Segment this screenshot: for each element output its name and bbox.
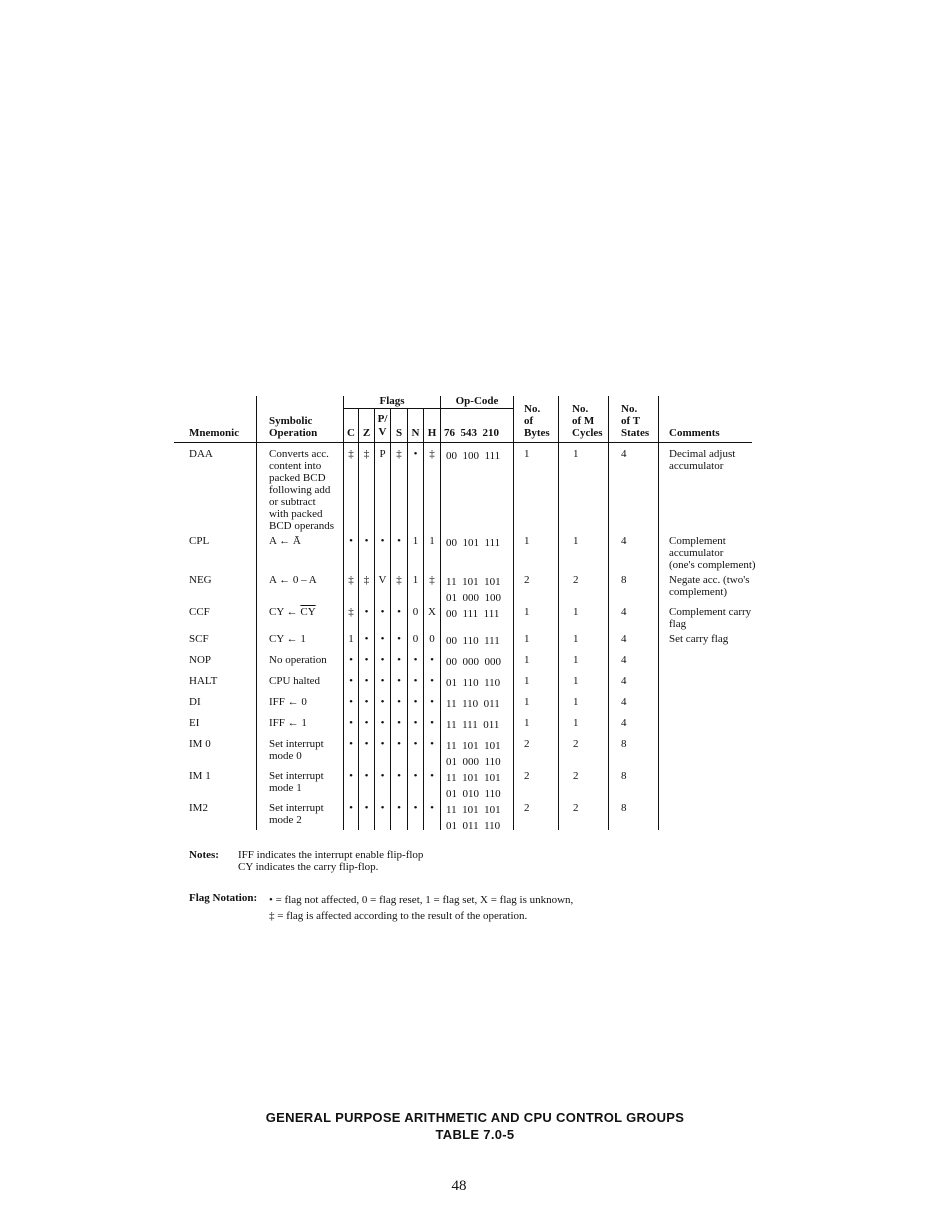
row-operation: A ← 0 – A [269, 574, 317, 586]
row-flag: • [413, 738, 418, 750]
caption-title: GENERAL PURPOSE ARITHMETIC AND CPU CONTROL GROUPS [265, 1110, 685, 1125]
rule [358, 409, 359, 830]
rule [256, 396, 257, 830]
row-t-states: 4 [621, 696, 627, 708]
row-flag: • [364, 606, 369, 618]
rule [423, 409, 424, 830]
row-flag: 1 [412, 535, 419, 547]
row-mnemonic: IM 0 [189, 738, 211, 750]
row-flag: 1 [348, 633, 354, 645]
row-flag: 0 [429, 633, 435, 645]
row-operation: CY ← 1 [269, 633, 306, 645]
row-operation: A ← Ā [269, 535, 301, 547]
row-bytes: 1 [524, 717, 530, 729]
row-bytes: 2 [524, 574, 530, 586]
row-bytes: 1 [524, 675, 530, 687]
row-opcode: 00 101 111 [446, 537, 501, 549]
row-m-cycles: 1 [573, 675, 579, 687]
row-bytes: 1 [524, 633, 530, 645]
row-flag: 1 [429, 535, 435, 547]
row-flag: ‡ [348, 574, 354, 586]
row-t-states: 4 [621, 675, 627, 687]
row-m-cycles: 1 [573, 717, 579, 729]
row-flag: • [430, 696, 434, 708]
flag-notation-label: Flag Notation: [189, 892, 258, 904]
row-flag: • [364, 535, 369, 547]
header-comments: Comments [669, 427, 720, 439]
row-bytes: 1 [524, 448, 530, 460]
row-comment: Negate acc. (two's complement) [669, 574, 750, 598]
rule [374, 409, 375, 830]
row-flag: • [364, 675, 369, 687]
row-operation-ccf: CY ← $\overline{CY}$ [269, 606, 316, 618]
row-flag: • [430, 802, 434, 814]
row-flag: • [364, 633, 369, 645]
row-mnemonic: NEG [189, 574, 212, 586]
row-flag: • [397, 802, 401, 814]
row-mnemonic: DAA [189, 448, 213, 460]
rule [513, 396, 514, 830]
row-m-cycles: 1 [573, 633, 579, 645]
row-m-cycles: 2 [573, 802, 579, 814]
row-flag: ‡ [348, 448, 354, 460]
row-flag: • [364, 770, 369, 782]
row-mnemonic: IM 1 [189, 770, 211, 782]
row-opcode: 00 000 000 [446, 656, 501, 668]
header-flags: Flags [379, 395, 405, 407]
row-bytes: 1 [524, 535, 530, 547]
row-flag: • [397, 606, 401, 618]
row-flag: • [349, 535, 353, 547]
rule [390, 409, 391, 830]
row-mnemonic: CPL [189, 535, 210, 547]
row-flag: • [430, 654, 434, 666]
row-flag: • [397, 738, 401, 750]
row-t-states: 4 [621, 535, 627, 547]
row-flag: • [364, 654, 369, 666]
header-opcode: Op-Code [455, 395, 499, 407]
header-flag-n: N [411, 427, 420, 439]
row-t-states: 8 [621, 770, 627, 782]
header-flag-h: H [427, 427, 437, 439]
row-mnemonic: SCF [189, 633, 209, 645]
rule [608, 396, 609, 830]
row-opcode: 11 111 011 [446, 719, 500, 731]
row-flag: 0 [412, 633, 419, 645]
row-flag: • [349, 802, 353, 814]
header-flag-s: S [395, 427, 403, 439]
row-operation: Set interrupt mode 0 [269, 738, 324, 762]
row-comment: Complement accumulator (one's complement) [669, 535, 756, 571]
row-flag: V [378, 574, 387, 586]
row-flag: • [349, 654, 353, 666]
row-flag: 1 [412, 574, 419, 586]
row-flag: • [397, 654, 401, 666]
row-mnemonic: HALT [189, 675, 218, 687]
row-bytes: 1 [524, 654, 530, 666]
row-flag: • [380, 738, 385, 750]
row-flag: • [349, 696, 353, 708]
row-flag: ‡ [429, 574, 435, 586]
row-m-cycles: 1 [573, 606, 579, 618]
rule [407, 409, 408, 830]
row-m-cycles: 2 [573, 574, 579, 586]
row-opcode: 11 101 101 01 000 100 [446, 576, 501, 604]
notes-text: IFF indicates the interrupt enable flip-flop CY indicates the carry flip-flop. [238, 849, 424, 873]
header-flag-pv: P/ V [377, 413, 388, 438]
row-flag: • [413, 448, 418, 460]
row-flag: • [380, 717, 385, 729]
row-flag: • [397, 696, 401, 708]
row-flag: • [349, 770, 353, 782]
row-m-cycles: 1 [573, 535, 579, 547]
row-flag: • [380, 654, 385, 666]
row-operation: No operation [269, 654, 327, 666]
row-flag: • [397, 717, 401, 729]
flag-notation-text: • = flag not affected, 0 = flag reset, 1 = flag set, X = flag is unknown, ‡ = flag is affected according to the result of the operation. [269, 894, 574, 922]
header-opcode-bits: 76 543 210 [444, 427, 499, 439]
row-flag: • [349, 675, 353, 687]
rule [558, 396, 559, 830]
rule [658, 396, 659, 830]
rule [343, 408, 441, 409]
row-opcode: 11 110 011 [446, 698, 500, 710]
row-opcode: 11 101 101 01 010 110 [446, 772, 501, 800]
row-m-cycles: 1 [573, 448, 579, 460]
row-flag: • [349, 738, 353, 750]
row-mnemonic: NOP [189, 654, 212, 666]
row-flag: • [364, 696, 369, 708]
row-opcode: 01 110 110 [446, 677, 501, 689]
row-flag: ‡ [396, 574, 402, 586]
row-flag: • [430, 717, 434, 729]
page-number: 48 [451, 1178, 467, 1194]
row-flag: ‡ [363, 574, 370, 586]
row-m-cycles: 1 [573, 696, 579, 708]
row-flag: • [380, 696, 385, 708]
row-flag: • [430, 675, 434, 687]
row-flag: • [380, 802, 385, 814]
row-t-states: 8 [621, 738, 627, 750]
header-flag-c: C [347, 427, 355, 439]
row-flag: • [413, 770, 418, 782]
row-flag: • [364, 717, 369, 729]
row-flag: • [380, 675, 385, 687]
row-m-cycles: 2 [573, 738, 579, 750]
row-operation: CPU halted [269, 675, 321, 687]
row-bytes: 2 [524, 770, 530, 782]
row-operation: Converts acc. content into packed BCD following add or subtract with packed BCD operands [269, 448, 335, 532]
row-t-states: 8 [621, 574, 627, 586]
row-flag: • [430, 770, 434, 782]
caption-table-number: TABLE 7.0-5 [435, 1127, 515, 1142]
row-mnemonic: DI [189, 696, 201, 708]
row-flag: ‡ [429, 448, 435, 460]
row-bytes: 2 [524, 738, 530, 750]
row-t-states: 4 [621, 654, 627, 666]
header-m-cycles: No. of M Cycles [572, 403, 603, 439]
row-opcode: 00 110 111 [446, 635, 500, 647]
row-flag: • [364, 738, 369, 750]
row-flag: • [349, 717, 353, 729]
row-flag: • [380, 633, 385, 645]
row-bytes: 1 [524, 696, 530, 708]
header-mnemonic: Mnemonic [189, 427, 240, 439]
row-bytes: 1 [524, 606, 530, 618]
row-t-states: 4 [621, 717, 627, 729]
row-flag: • [397, 535, 401, 547]
header-flag-z: Z [362, 427, 371, 439]
row-operation: IFF ← 0 [269, 696, 307, 708]
row-flag: • [413, 654, 418, 666]
row-flag: X [428, 606, 436, 618]
header-symbolic-operation: Symbolic Operation [269, 415, 318, 439]
row-flag: • [397, 675, 401, 687]
row-operation: IFF ← 1 [269, 717, 307, 729]
row-t-states: 4 [621, 606, 627, 618]
row-flag: • [380, 606, 385, 618]
row-opcode: 00 100 111 [446, 450, 501, 462]
row-t-states: 8 [621, 802, 627, 814]
row-flag: • [430, 738, 434, 750]
rule [440, 408, 514, 409]
row-flag: 0 [412, 606, 419, 618]
complement-cy: $\overline{CY}$ [300, 606, 316, 618]
row-flag: • [397, 633, 401, 645]
rule [440, 396, 441, 830]
row-operation: Set interrupt mode 1 [269, 770, 324, 794]
row-mnemonic: IM2 [189, 802, 208, 814]
row-t-states: 4 [621, 448, 627, 460]
row-flag: ‡ [396, 448, 402, 460]
row-flag: • [364, 802, 369, 814]
row-flag: • [380, 535, 385, 547]
row-flag: • [413, 717, 418, 729]
row-flag: • [413, 802, 418, 814]
row-flag: • [413, 675, 418, 687]
row-comment: Decimal adjust accumulator [669, 448, 736, 472]
row-flag: ‡ [348, 606, 354, 618]
row-opcode: 11 101 101 01 000 110 [446, 740, 501, 768]
row-bytes: 2 [524, 802, 530, 814]
header-bytes: No. of Bytes [524, 403, 550, 439]
row-flag: • [397, 770, 401, 782]
header-underline [174, 442, 752, 443]
row-flag: • [380, 770, 385, 782]
row-opcode: 00 111 111 [446, 608, 500, 620]
row-mnemonic: EI [189, 717, 200, 729]
row-flag: P [379, 448, 386, 460]
row-flag: ‡ [363, 448, 370, 460]
notes-label: Notes: [189, 849, 219, 861]
row-t-states: 4 [621, 633, 627, 645]
row-mnemonic: CCF [189, 606, 210, 618]
row-flag: • [413, 696, 418, 708]
row-opcode: 11 101 101 01 011 110 [446, 804, 501, 832]
row-comment: Set carry flag [669, 633, 729, 645]
header-t-states: No. of T States [621, 403, 650, 439]
row-operation: Set interrupt mode 2 [269, 802, 324, 826]
row-m-cycles: 2 [573, 770, 579, 782]
row-m-cycles: 1 [573, 654, 579, 666]
row-comment: Complement carry flag [669, 606, 752, 630]
